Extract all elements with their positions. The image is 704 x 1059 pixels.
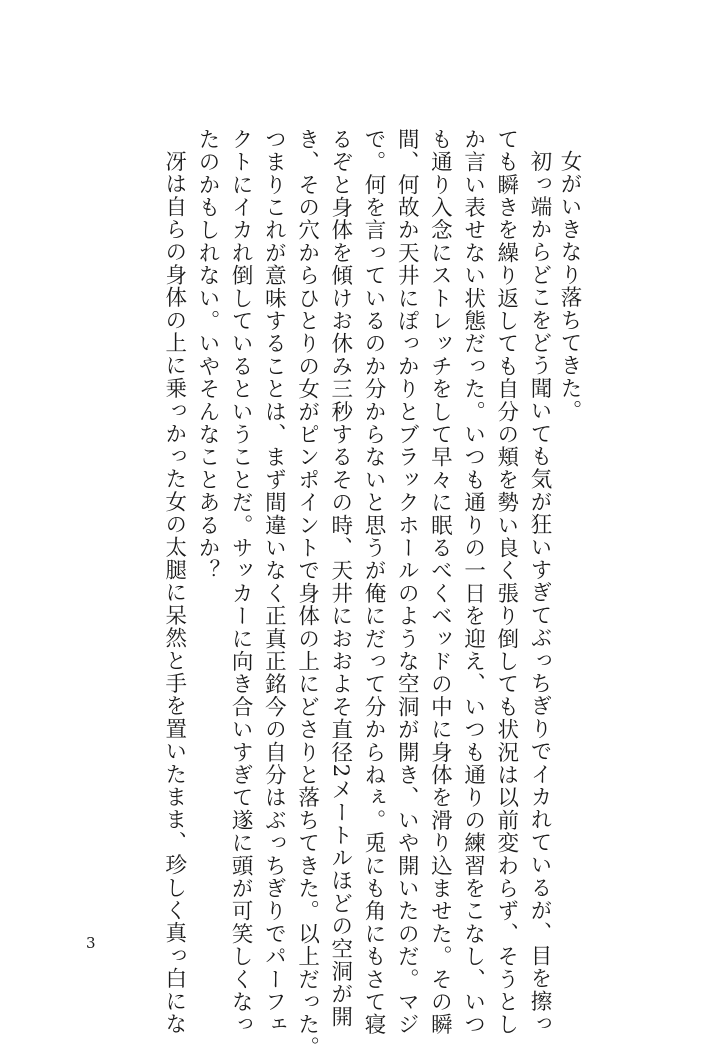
text-column: つまりこれが意味することは、まず間違いなく正真正銘今の自分はぶっちぎりでパーフェ bbox=[261, 128, 287, 1036]
text-column: 初っ端からどこをどう聞いても気が狂いすぎてぶっちぎりでイカれているが、目を擦っ bbox=[527, 150, 552, 1036]
text-column: ても瞬きを繰り返しても自分の頬を勢い良く張り倒しても状況は以前変わらず、そうとし bbox=[493, 128, 519, 1037]
page-number: 3 bbox=[86, 934, 96, 952]
text-column: たのかもしれない。いやそんなことあるか？ bbox=[194, 128, 220, 582]
text-column: 間、何故か天井にぽっかりとブラックホールのような空洞が開き、いや開いたのだ。マジ bbox=[394, 128, 420, 1036]
text-column: も通り入念にストレッチをして早々に眠るべくベッドの中に身体を滑り込ませた。その瞬 bbox=[427, 128, 453, 1036]
text-column: き、その穴からひとりの女がピンポイントで身体の上にどさりと落ちてきた。以上だった。 bbox=[294, 128, 320, 1059]
opening-line: 女がいきなり落ちてきた。 bbox=[557, 150, 582, 423]
text-column: るぞと身体を傾けお休み三秒するその時、天井におおよそ直径2メートルほどの空洞が開 bbox=[327, 128, 353, 1029]
text-column: で。何を言っているのか分からないと思うが俺にだって分からねぇ。兎にも角にもさて寝 bbox=[360, 128, 386, 1036]
body-text bbox=[158, 128, 556, 1059]
text-column: か言い表せない状態だった。いつも通りの一日を迎え、いつも通りの練習をこなし、いつ bbox=[460, 128, 486, 1036]
text-column: クトにイカれ倒しているということだ。サッカーに向き合いすぎて遂に頭が可笑しくなっ bbox=[228, 128, 254, 1036]
text-column: 冴は自らの身体の上に乗っかった女の太腿に呆然と手を置いたまま、珍しく真っ白にな bbox=[161, 150, 187, 1036]
